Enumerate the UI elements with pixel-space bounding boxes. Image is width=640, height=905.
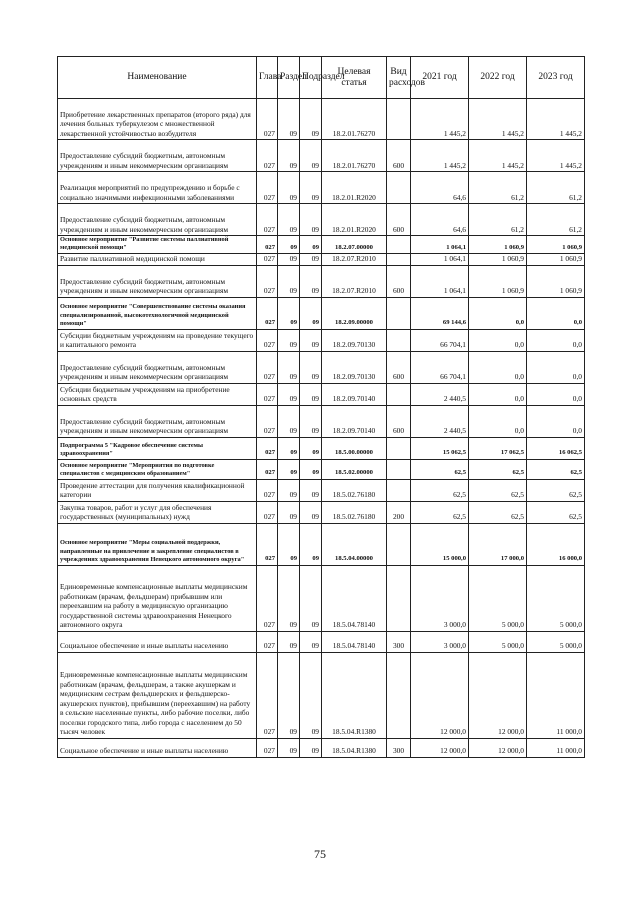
table-row xyxy=(58,204,585,236)
row-glava: 027 xyxy=(257,738,278,757)
row-tselevaya-statya: 18.5.04.00000 xyxy=(322,523,387,565)
row-vid-raskhodov: 600 xyxy=(387,204,411,236)
row-value-2022: 1 445,2 xyxy=(469,140,527,172)
row-value-2021: 2 440,5 xyxy=(411,383,469,405)
row-razdel: 09 xyxy=(278,204,300,236)
row-razdel: 09 xyxy=(278,172,300,204)
row-value-2023: 11 000,0 xyxy=(527,738,585,757)
row-tselevaya-statya: 18.2.09.70140 xyxy=(322,383,387,405)
row-value-2021: 1 445,2 xyxy=(411,99,469,140)
row-value-2023: 5 000,0 xyxy=(527,565,585,631)
row-razdel: 09 xyxy=(278,254,300,266)
row-value-2022: 17 000,0 xyxy=(469,523,527,565)
row-glava: 027 xyxy=(257,254,278,266)
row-value-2023: 0,0 xyxy=(527,329,585,351)
row-value-2021: 3 000,0 xyxy=(411,565,469,631)
row-name: Основное мероприятие "Развитие системы паллиативной медицинской помощи" xyxy=(58,236,257,254)
row-razdel: 09 xyxy=(278,329,300,351)
row-value-2022: 0,0 xyxy=(469,351,527,383)
row-podrazdel: 09 xyxy=(300,297,322,329)
table-row xyxy=(58,329,585,351)
row-razdel: 09 xyxy=(278,383,300,405)
row-value-2022: 0,0 xyxy=(469,329,527,351)
row-podrazdel: 09 xyxy=(300,738,322,757)
table-row xyxy=(58,523,585,565)
row-vid-raskhodov xyxy=(387,383,411,405)
table-row xyxy=(58,565,585,631)
row-value-2023: 11 000,0 xyxy=(527,652,585,738)
table-row xyxy=(58,140,585,172)
row-glava: 027 xyxy=(257,140,278,172)
row-tselevaya-statya: 18.2.09.70130 xyxy=(322,351,387,383)
row-podrazdel: 09 xyxy=(300,523,322,565)
row-value-2022: 0,0 xyxy=(469,405,527,437)
row-glava: 027 xyxy=(257,329,278,351)
row-value-2021: 1 064,1 xyxy=(411,265,469,297)
table-row xyxy=(58,254,585,266)
header-vid-raskhodov: Вид расходов xyxy=(387,57,411,99)
row-tselevaya-statya: 18.5.04.R1380 xyxy=(322,652,387,738)
row-vid-raskhodov: 600 xyxy=(387,265,411,297)
row-name: Предоставление субсидий бюджетным, автономным учреждениям и иным некоммерческим организациям xyxy=(58,265,257,297)
row-podrazdel: 09 xyxy=(300,405,322,437)
row-vid-raskhodov xyxy=(387,254,411,266)
row-razdel: 09 xyxy=(278,297,300,329)
row-value-2022: 12 000,0 xyxy=(469,652,527,738)
row-name: Предоставление субсидий бюджетным, автономным учреждениям и иным некоммерческим организациям xyxy=(58,351,257,383)
row-value-2021: 12 000,0 xyxy=(411,652,469,738)
row-tselevaya-statya: 18.5.04.78140 xyxy=(322,631,387,652)
row-value-2022: 61,2 xyxy=(469,204,527,236)
row-podrazdel: 09 xyxy=(300,479,322,501)
row-value-2021: 64,6 xyxy=(411,204,469,236)
row-vid-raskhodov xyxy=(387,236,411,254)
row-value-2021: 64,6 xyxy=(411,172,469,204)
row-tselevaya-statya: 18.2.01.R2020 xyxy=(322,172,387,204)
row-glava: 027 xyxy=(257,383,278,405)
table-row xyxy=(58,631,585,652)
row-name: Единовременные компенсационные выплаты медицинским работникам (врачам, фельдшерам, а также акушеркам и медицинским сестрам фельдшерских и фельдшерско-акушерских пунктов), прибывшим (переехавшим) на работу в сельские населенные пункты, либо рабочие поселки, либо поселки городского типа, либо города с населением до 50 тысяч человек xyxy=(58,652,257,738)
row-value-2023: 0,0 xyxy=(527,297,585,329)
row-name: Проведение аттестации для получения квалификационной категории xyxy=(58,479,257,501)
row-tselevaya-statya: 18.2.07.R2010 xyxy=(322,254,387,266)
row-razdel: 09 xyxy=(278,479,300,501)
table-row xyxy=(58,652,585,738)
row-vid-raskhodov xyxy=(387,99,411,140)
row-razdel: 09 xyxy=(278,565,300,631)
row-podrazdel: 09 xyxy=(300,565,322,631)
row-razdel: 09 xyxy=(278,738,300,757)
row-tselevaya-statya: 18.5.02.76180 xyxy=(322,501,387,523)
row-glava: 027 xyxy=(257,631,278,652)
row-podrazdel: 09 xyxy=(300,437,322,459)
row-vid-raskhodov xyxy=(387,172,411,204)
row-value-2021: 69 144,6 xyxy=(411,297,469,329)
row-razdel: 09 xyxy=(278,501,300,523)
row-vid-raskhodov: 300 xyxy=(387,738,411,757)
row-value-2023: 1 060,9 xyxy=(527,265,585,297)
row-tselevaya-statya: 18.5.02.76180 xyxy=(322,479,387,501)
row-podrazdel: 09 xyxy=(300,351,322,383)
row-name: Закупка товаров, работ и услуг для обеспечения государственных (муниципальных) нужд xyxy=(58,501,257,523)
row-glava: 027 xyxy=(257,405,278,437)
budget-table xyxy=(57,56,585,758)
row-name: Реализация мероприятий по предупреждению и борьбе с социально значимыми инфекционными заболеваниями xyxy=(58,172,257,204)
row-value-2023: 1 445,2 xyxy=(527,99,585,140)
table-row xyxy=(58,99,585,140)
row-name: Предоставление субсидий бюджетным, автономным учреждениям и иным некоммерческим организациям xyxy=(58,405,257,437)
row-tselevaya-statya: 18.5.04.R1380 xyxy=(322,738,387,757)
page-number: 75 xyxy=(314,847,326,861)
row-podrazdel: 09 xyxy=(300,501,322,523)
row-value-2022: 62,5 xyxy=(469,501,527,523)
row-tselevaya-statya: 18.5.00.00000 xyxy=(322,437,387,459)
row-value-2023: 0,0 xyxy=(527,405,585,437)
row-value-2023: 5 000,0 xyxy=(527,631,585,652)
row-tselevaya-statya: 18.5.02.00000 xyxy=(322,459,387,479)
row-glava: 027 xyxy=(257,565,278,631)
row-vid-raskhodov xyxy=(387,565,411,631)
table-body xyxy=(58,99,585,758)
row-vid-raskhodov xyxy=(387,459,411,479)
row-value-2023: 61,2 xyxy=(527,204,585,236)
row-name: Социальное обеспечение и иные выплаты населению xyxy=(58,631,257,652)
row-value-2021: 62,5 xyxy=(411,479,469,501)
row-value-2021: 2 440,5 xyxy=(411,405,469,437)
row-podrazdel: 09 xyxy=(300,329,322,351)
row-glava: 027 xyxy=(257,204,278,236)
row-value-2022: 1 060,9 xyxy=(469,254,527,266)
row-glava: 027 xyxy=(257,297,278,329)
row-podrazdel: 09 xyxy=(300,652,322,738)
row-vid-raskhodov: 200 xyxy=(387,501,411,523)
row-glava: 027 xyxy=(257,437,278,459)
row-name: Предоставление субсидий бюджетным, автономным учреждениям и иным некоммерческим организациям xyxy=(58,140,257,172)
row-value-2021: 66 704,1 xyxy=(411,329,469,351)
row-tselevaya-statya: 18.2.01.R2020 xyxy=(322,204,387,236)
row-value-2022: 1 060,9 xyxy=(469,265,527,297)
row-name: Социальное обеспечение и иные выплаты населению xyxy=(58,738,257,757)
row-glava: 027 xyxy=(257,351,278,383)
row-value-2021: 15 000,0 xyxy=(411,523,469,565)
table-row xyxy=(58,383,585,405)
row-value-2022: 0,0 xyxy=(469,297,527,329)
row-tselevaya-statya: 18.2.09.70140 xyxy=(322,405,387,437)
row-glava: 027 xyxy=(257,236,278,254)
row-value-2022: 5 000,0 xyxy=(469,631,527,652)
row-value-2022: 62,5 xyxy=(469,479,527,501)
row-razdel: 09 xyxy=(278,405,300,437)
row-glava: 027 xyxy=(257,652,278,738)
row-vid-raskhodov: 600 xyxy=(387,140,411,172)
row-tselevaya-statya: 18.2.01.76270 xyxy=(322,99,387,140)
row-value-2022: 17 062,5 xyxy=(469,437,527,459)
row-value-2021: 15 062,5 xyxy=(411,437,469,459)
row-value-2023: 61,2 xyxy=(527,172,585,204)
row-value-2022: 61,2 xyxy=(469,172,527,204)
row-podrazdel: 09 xyxy=(300,99,322,140)
row-glava: 027 xyxy=(257,479,278,501)
table-row xyxy=(58,405,585,437)
row-name: Развитие паллиативной медицинской помощи xyxy=(58,254,257,266)
row-podrazdel: 09 xyxy=(300,631,322,652)
row-value-2023: 62,5 xyxy=(527,459,585,479)
row-name: Основное мероприятие "Мероприятия по подготовке специалистов с медицинским образованием" xyxy=(58,459,257,479)
row-vid-raskhodov: 600 xyxy=(387,351,411,383)
row-razdel: 09 xyxy=(278,99,300,140)
row-name: Основное мероприятие "Меры социальной поддержки, направленные на привлечение и закрепление специалистов в учреждениях здравоохранения Ненецкого автономного округа" xyxy=(58,523,257,565)
row-name: Единовременные компенсационные выплаты медицинским работникам (врачам, фельдшерам) прибывшим или переехавшим на работу в медицинскую организацию государственной системы здравоохранения Ненецкого автономного округа xyxy=(58,565,257,631)
header-razdel: Раздел xyxy=(278,57,300,99)
row-value-2021: 12 000,0 xyxy=(411,738,469,757)
table-row xyxy=(58,459,585,479)
row-podrazdel: 09 xyxy=(300,459,322,479)
row-vid-raskhodov xyxy=(387,652,411,738)
header-tselevaya-statya: Целевая статья xyxy=(322,57,387,99)
row-razdel: 09 xyxy=(278,265,300,297)
row-glava: 027 xyxy=(257,501,278,523)
row-value-2023: 1 060,9 xyxy=(527,236,585,254)
row-value-2023: 16 000,0 xyxy=(527,523,585,565)
row-podrazdel: 09 xyxy=(300,140,322,172)
row-value-2022: 12 000,0 xyxy=(469,738,527,757)
header-podrazdel: Подраздел xyxy=(300,57,322,99)
row-value-2023: 62,5 xyxy=(527,501,585,523)
row-razdel: 09 xyxy=(278,236,300,254)
row-tselevaya-statya: 18.2.01.76270 xyxy=(322,140,387,172)
row-glava: 027 xyxy=(257,265,278,297)
row-tselevaya-statya: 18.5.04.78140 xyxy=(322,565,387,631)
row-vid-raskhodov xyxy=(387,297,411,329)
row-vid-raskhodov: 600 xyxy=(387,405,411,437)
row-value-2022: 62,5 xyxy=(469,459,527,479)
row-glava: 027 xyxy=(257,523,278,565)
row-value-2023: 0,0 xyxy=(527,383,585,405)
row-value-2021: 1 445,2 xyxy=(411,140,469,172)
table-row xyxy=(58,265,585,297)
row-value-2021: 3 000,0 xyxy=(411,631,469,652)
row-podrazdel: 09 xyxy=(300,204,322,236)
table-row xyxy=(58,738,585,757)
table-header-row xyxy=(58,57,585,99)
row-value-2022: 1 445,2 xyxy=(469,99,527,140)
table-row xyxy=(58,351,585,383)
row-name: Субсидии бюджетным учреждениям на приобретение основных средств xyxy=(58,383,257,405)
row-razdel: 09 xyxy=(278,631,300,652)
row-tselevaya-statya: 18.2.09.00000 xyxy=(322,297,387,329)
header-2023: 2023 год xyxy=(527,57,585,99)
row-vid-raskhodov xyxy=(387,329,411,351)
table-row xyxy=(58,479,585,501)
row-value-2021: 62,5 xyxy=(411,501,469,523)
row-glava: 027 xyxy=(257,99,278,140)
row-tselevaya-statya: 18.2.07.00000 xyxy=(322,236,387,254)
row-name: Основное мероприятие "Совершенствование системы оказания специализированной, высокотехнологичной медицинской помощи" xyxy=(58,297,257,329)
table-row xyxy=(58,236,585,254)
row-vid-raskhodov: 300 xyxy=(387,631,411,652)
row-value-2021: 62,5 xyxy=(411,459,469,479)
header-2022: 2022 год xyxy=(469,57,527,99)
row-name: Подпрограмма 5 "Кадровое обеспечение системы здравоохранения" xyxy=(58,437,257,459)
row-tselevaya-statya: 18.2.07.R2010 xyxy=(322,265,387,297)
row-name: Приобретение лекарственных препаратов (второго ряда) для лечения больных туберкулезом с множественной лекарственной устойчивостью возбудителя xyxy=(58,99,257,140)
row-razdel: 09 xyxy=(278,437,300,459)
row-podrazdel: 09 xyxy=(300,383,322,405)
row-glava: 027 xyxy=(257,172,278,204)
row-razdel: 09 xyxy=(278,140,300,172)
row-podrazdel: 09 xyxy=(300,254,322,266)
row-glava: 027 xyxy=(257,459,278,479)
row-razdel: 09 xyxy=(278,459,300,479)
row-podrazdel: 09 xyxy=(300,236,322,254)
row-value-2023: 62,5 xyxy=(527,479,585,501)
row-value-2022: 5 000,0 xyxy=(469,565,527,631)
row-value-2022: 0,0 xyxy=(469,383,527,405)
header-2021: 2021 год xyxy=(411,57,469,99)
row-value-2023: 0,0 xyxy=(527,351,585,383)
row-value-2023: 16 062,5 xyxy=(527,437,585,459)
row-razdel: 09 xyxy=(278,652,300,738)
table-row xyxy=(58,297,585,329)
row-tselevaya-statya: 18.2.09.70130 xyxy=(322,329,387,351)
row-podrazdel: 09 xyxy=(300,172,322,204)
table-row xyxy=(58,172,585,204)
row-razdel: 09 xyxy=(278,351,300,383)
row-value-2022: 1 060,9 xyxy=(469,236,527,254)
row-value-2023: 1 445,2 xyxy=(527,140,585,172)
row-vid-raskhodov xyxy=(387,523,411,565)
row-value-2021: 1 064,1 xyxy=(411,254,469,266)
row-value-2021: 1 064,1 xyxy=(411,236,469,254)
row-name: Предоставление субсидий бюджетным, автономным учреждениям и иным некоммерческим организациям xyxy=(58,204,257,236)
row-value-2023: 1 060,9 xyxy=(527,254,585,266)
row-vid-raskhodov xyxy=(387,437,411,459)
header-glava: Глава xyxy=(257,57,278,99)
header-name: Наименование xyxy=(58,57,257,99)
table-row xyxy=(58,501,585,523)
row-vid-raskhodov xyxy=(387,479,411,501)
row-name: Субсидии бюджетным учреждениям на проведение текущего и капитального ремонта xyxy=(58,329,257,351)
table-row xyxy=(58,437,585,459)
row-razdel: 09 xyxy=(278,523,300,565)
row-value-2021: 66 704,1 xyxy=(411,351,469,383)
row-podrazdel: 09 xyxy=(300,265,322,297)
